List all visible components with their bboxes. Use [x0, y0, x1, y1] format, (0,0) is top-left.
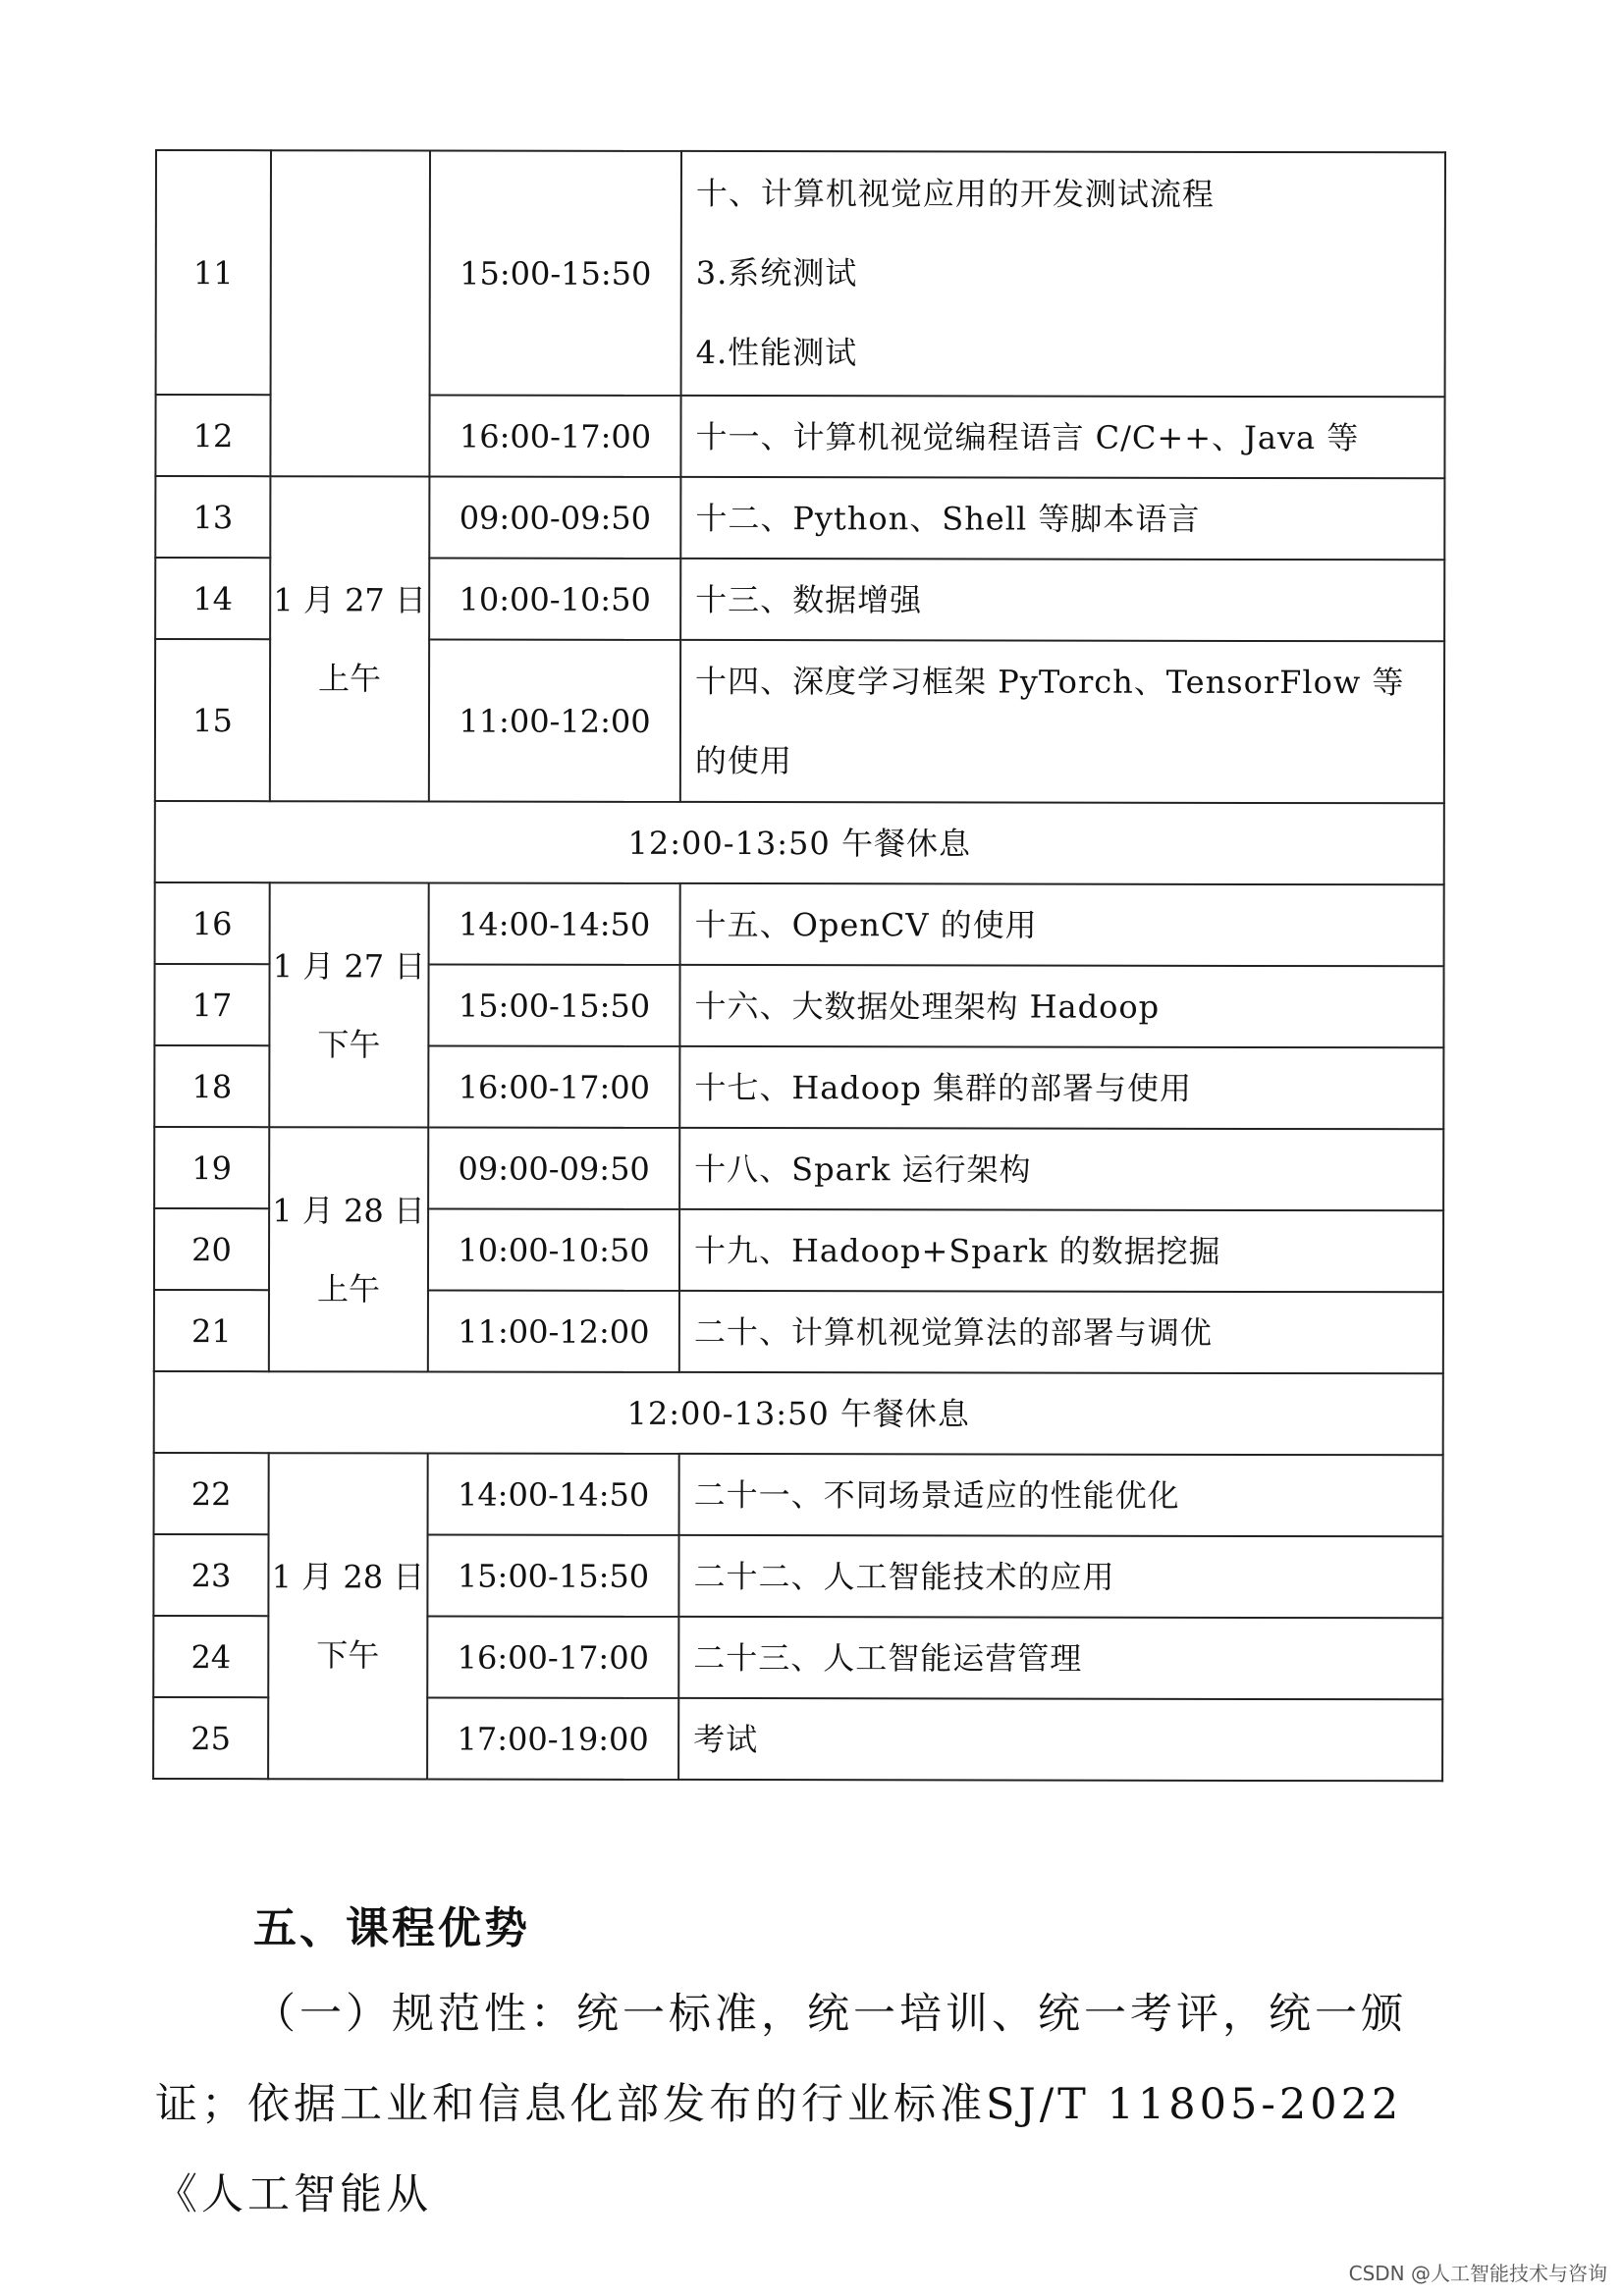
date-day: 1 月 27 日 [272, 946, 426, 985]
topic-line: 3.系统测试 [695, 253, 858, 293]
date-period: 上午 [316, 1269, 381, 1308]
date-cell [269, 882, 428, 1127]
date-period: 上午 [318, 659, 382, 697]
lunch-break: 12:00-13:50 午餐休息 [154, 1371, 1443, 1455]
date-day: 1 月 28 日 [272, 1191, 425, 1229]
topic-line: 十、计算机视觉应用的开发测试流程 [695, 174, 1215, 213]
time-cell: 11:00-12:00 [428, 1290, 679, 1371]
watermark: CSDN @人工智能技术与咨询 [1348, 2262, 1607, 2285]
time-cell: 11:00-12:00 [429, 639, 680, 801]
section-paragraph: （一）规范性：统一标准，统一培训、统一考评，统一颁证；依据工业和信息化部发布的行业标准SJ/T 11805-2022《人工智能从 [155, 1990, 1407, 2219]
topic-cell: 二十、计算机视觉算法的部署与调优 [679, 1291, 1443, 1373]
time-cell: 16:00-17:00 [429, 395, 680, 476]
section-heading: 五、课程优势 [253, 1903, 530, 1953]
time-cell: 15:00-15:50 [430, 150, 681, 395]
time-cell: 10:00-10:50 [428, 1208, 679, 1290]
topic-cell: 十九、Hadoop+Spark 的数据挖掘 [679, 1209, 1443, 1292]
break-row [154, 1371, 1443, 1455]
time-cell: 16:00-17:00 [427, 1616, 678, 1697]
row-number: 22 [154, 1453, 269, 1534]
time-cell: 15:00-15:50 [427, 1534, 678, 1616]
row-number: 18 [154, 1045, 269, 1127]
date-cell [268, 1453, 428, 1779]
time-cell: 10:00-10:50 [429, 558, 680, 639]
time-cell: 14:00-14:50 [429, 882, 680, 964]
topic-line: 4.性能测试 [695, 333, 858, 372]
time-cell: 16:00-17:00 [428, 1045, 679, 1127]
table-row [156, 150, 1445, 397]
topic-cell: 二十二、人工智能技术的应用 [678, 1535, 1442, 1618]
row-number: 17 [154, 964, 269, 1045]
topic-cell: 考试 [678, 1698, 1442, 1781]
row-number: 25 [153, 1697, 268, 1779]
date-cell [269, 1127, 428, 1371]
topic-cell: 十七、Hadoop 集群的部署与使用 [679, 1046, 1443, 1129]
row-number: 14 [155, 558, 270, 639]
row-number: 20 [154, 1208, 269, 1290]
break-row [155, 801, 1444, 884]
topic-cell: 二十三、人工智能运营管理 [678, 1617, 1442, 1699]
date-period: 下午 [316, 1636, 380, 1675]
table-row [154, 1453, 1443, 1536]
row-number: 23 [153, 1534, 268, 1616]
time-cell: 09:00-09:50 [428, 1127, 679, 1208]
row-number: 11 [156, 150, 271, 395]
lunch-break: 12:00-13:50 午餐休息 [155, 801, 1444, 884]
row-number: 21 [154, 1290, 269, 1371]
topic-cell: 十一、计算机视觉编程语言 C/C++、Java 等 [680, 396, 1444, 478]
row-number: 13 [155, 476, 270, 558]
row-number: 16 [155, 882, 270, 964]
date-period: 下午 [317, 1025, 381, 1063]
schedule-table [152, 149, 1446, 1782]
table-row [155, 476, 1444, 560]
topic-cell: 十五、OpenCV 的使用 [680, 883, 1444, 966]
topic-cell: 十三、数据增强 [680, 559, 1444, 641]
table-row [155, 882, 1444, 966]
date-day: 1 月 27 日 [273, 580, 427, 618]
row-number: 19 [154, 1127, 269, 1208]
row-number: 24 [153, 1616, 268, 1697]
time-cell: 14:00-14:50 [428, 1453, 679, 1534]
topic-cell: 十八、Spark 运行架构 [679, 1128, 1443, 1210]
date-cell [270, 150, 430, 476]
topic-cell: 十二、Python、Shell 等脚本语言 [680, 477, 1444, 560]
date-cell [270, 476, 430, 801]
date-day: 1 月 28 日 [271, 1558, 425, 1596]
row-number: 12 [155, 395, 270, 476]
topic-cell: 十四、深度学习框架 PyTorch、TensorFlow 等的使用 [680, 640, 1444, 803]
topic-cell [681, 151, 1445, 397]
time-cell: 17:00-19:00 [427, 1697, 678, 1779]
row-number: 15 [155, 639, 270, 801]
topic-cell: 二十一、不同场景适应的性能优化 [679, 1454, 1443, 1536]
time-cell: 15:00-15:50 [428, 964, 679, 1045]
topic-cell: 十六、大数据处理架构 Hadoop [679, 965, 1443, 1047]
time-cell: 09:00-09:50 [429, 476, 680, 558]
table-row [154, 1127, 1443, 1210]
